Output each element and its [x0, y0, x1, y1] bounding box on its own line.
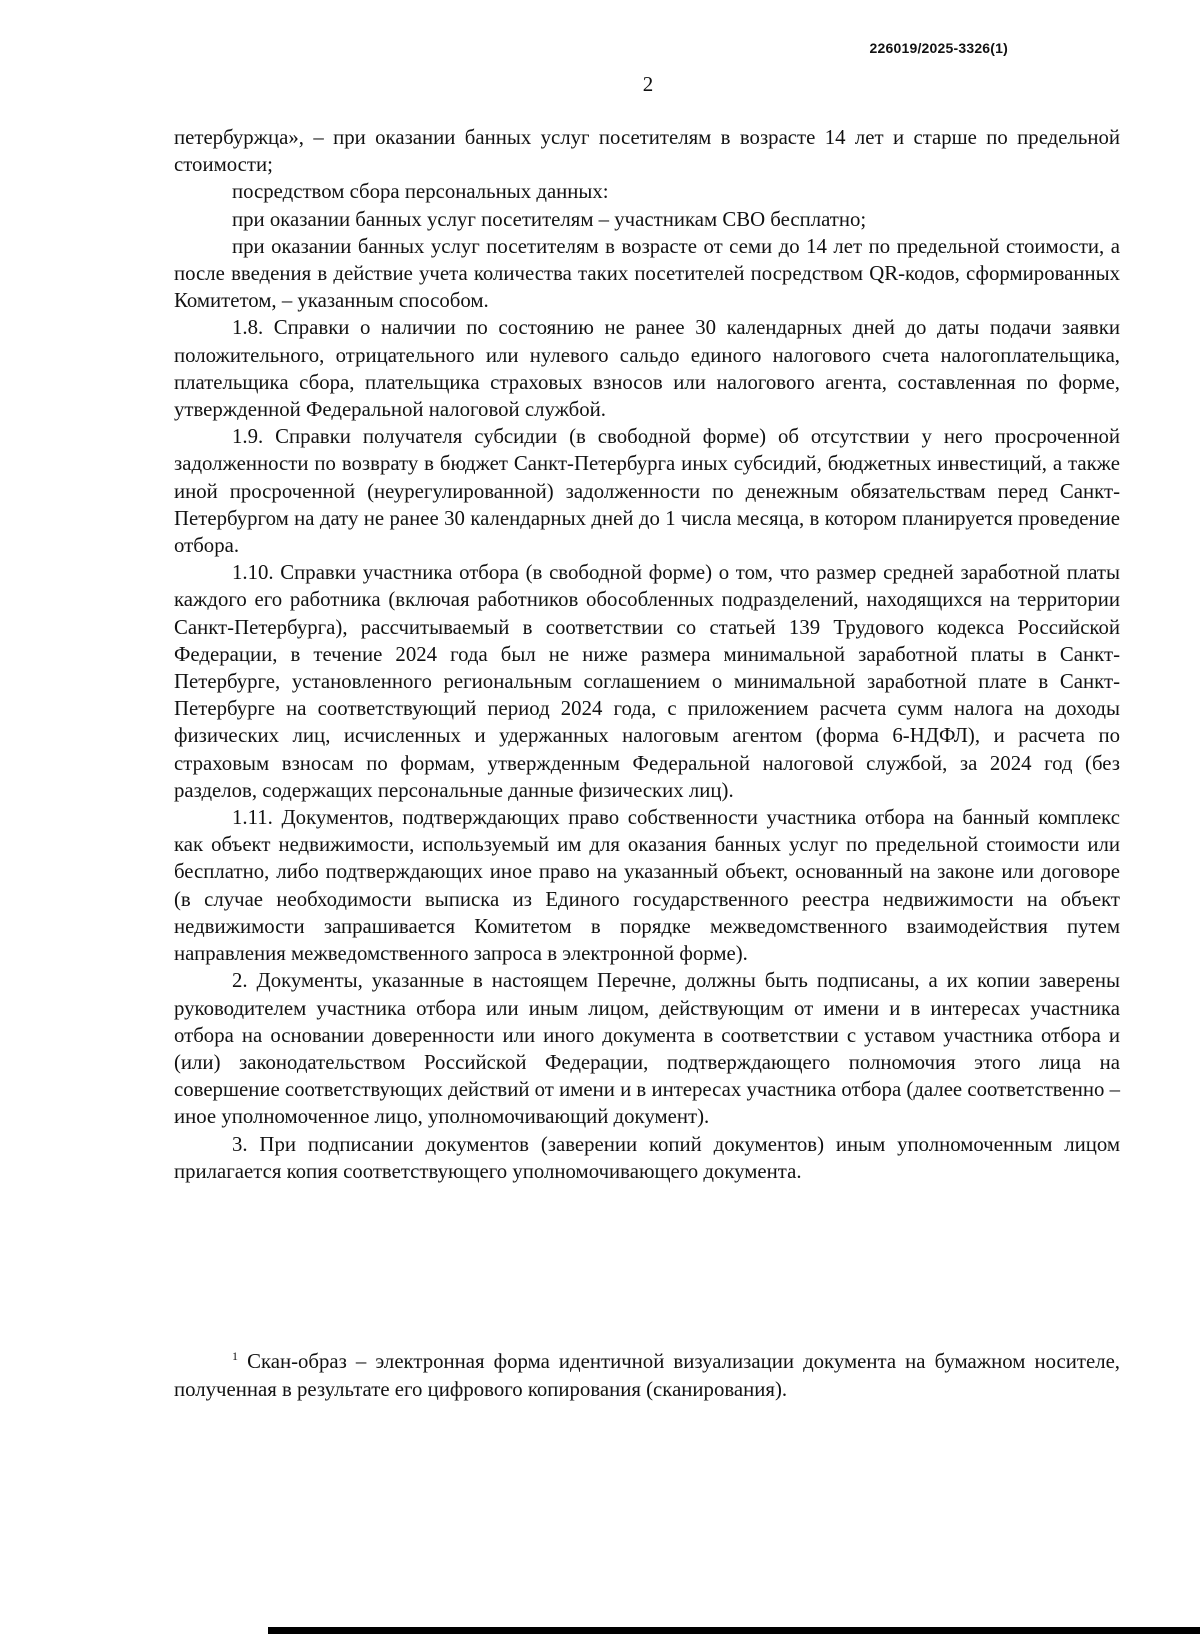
paragraph-2: 2. Документы, указанные в настоящем Перечне, должны быть подписаны, а их копии заверены руководителем участника отбора или иным лицом, действующим от имени и в интересах участника отбора на основании доверенности или иного документа в соответствии с уставом участника отбора и (или) законодательством Российской Федерации, подтверждающего полномочия этого лица на совершение соответствующих действий от имени и в интересах участника отбора (далее соответственно – иное уполномоченное лицо, уполномочивающий документ). [174, 969, 1120, 1129]
page-number: 2 [642, 72, 654, 96]
paragraph-3: 3. При подписании документов (заверении копий документов) иным уполномоченным лицом прилагается копия соответствующего уполномочивающего документа. [174, 1132, 1120, 1183]
footnote-marker: 1 [232, 1349, 238, 1364]
scan-edge-bar [268, 1627, 1200, 1634]
paragraph: посредством сбора персональных данных: [232, 180, 609, 204]
footnote-text: Скан-образ – электронная форма идентичной визуализации документа на бумажном носителе, полученная в результате его цифрового копирования (сканирования). [174, 1350, 1121, 1401]
paragraph-1-11: 1.11. Документов, подтверждающих право собственности участника отбора на банный комплекс как объект недвижимости, используемый им для оказания банных услуг по предельной стоимости или бесплатно, либо подтверждающих иное право на указанный объект, основанный на законе или договоре (в случае необходимости выписка из Единого государственного реестра недвижимости на объект недвижимости запрашивается Комитетом в порядке межведомственного взаимодействия путем направления межведомственного запроса в электронной форме). [174, 806, 1120, 966]
document-body [174, 124, 1120, 1185]
paragraph: при оказании банных услуг посетителям – участникам СВО бесплатно; [232, 207, 867, 231]
paragraph-1-9: 1.9. Справки получателя субсидии (в свободной форме) об отсутствии у него просроченной задолженности по возврату в бюджет Санкт-Петербурга иных субсидий, бюджетных инвестиций, а также иной просроченной (неурегулированной) задолженности по денежным обязательствам перед Санкт-Петербургом на дату не ранее 30 календарных дней до 1 числа месяца, в котором планируется проведение отбора. [174, 425, 1120, 558]
footnote [174, 1348, 1120, 1404]
paragraph: при оказании банных услуг посетителям в возрасте от семи до 14 лет по предельной стоимости, а после введения в действие учета количества таких посетителей посредством QR-кодов, сформированных Комитетом, – указанным способом. [174, 234, 1120, 313]
paragraph: петербуржца», – при оказании банных услуг посетителям в возрасте 14 лет и старше по предельной стоимости; [174, 126, 1120, 177]
paragraph-1-8: 1.8. Справки о наличии по состоянию не ранее 30 календарных дней до даты подачи заявки положительного, отрицательного или нулевого сальдо единого налогового счета налогоплательщика, плательщика сбора, плательщика страховых взносов или налогового агента, составленная по форме, утвержденной Федеральной налоговой службой. [174, 316, 1120, 422]
document-id: 226019/2025-3326(1) [869, 40, 1008, 56]
paragraph-1-10: 1.10. Справки участника отбора (в свободной форме) о том, что размер средней заработной платы каждого его работника (включая работников обособленных подразделений, находящихся на территории Санкт-Петербурга), рассчитываемый в соответствии со статьей 139 Трудового кодекса Российской Федерации, в течение 2024 года был не ниже размера минимальной заработной платы в Санкт-Петербурге, установленного региональным соглашением о минимальной заработной плате в Санкт-Петербурге на соответствующий период 2024 года, с приложением расчета сумм налога на доходы физических лиц, исчисленных и удержанных налоговым агентом (форма 6-НДФЛ), и расчета по страховым взносам по формам, утвержденным Федеральной налоговой службой, за 2024 год (без разделов, содержащих персональные данные физических лиц). [174, 561, 1120, 802]
